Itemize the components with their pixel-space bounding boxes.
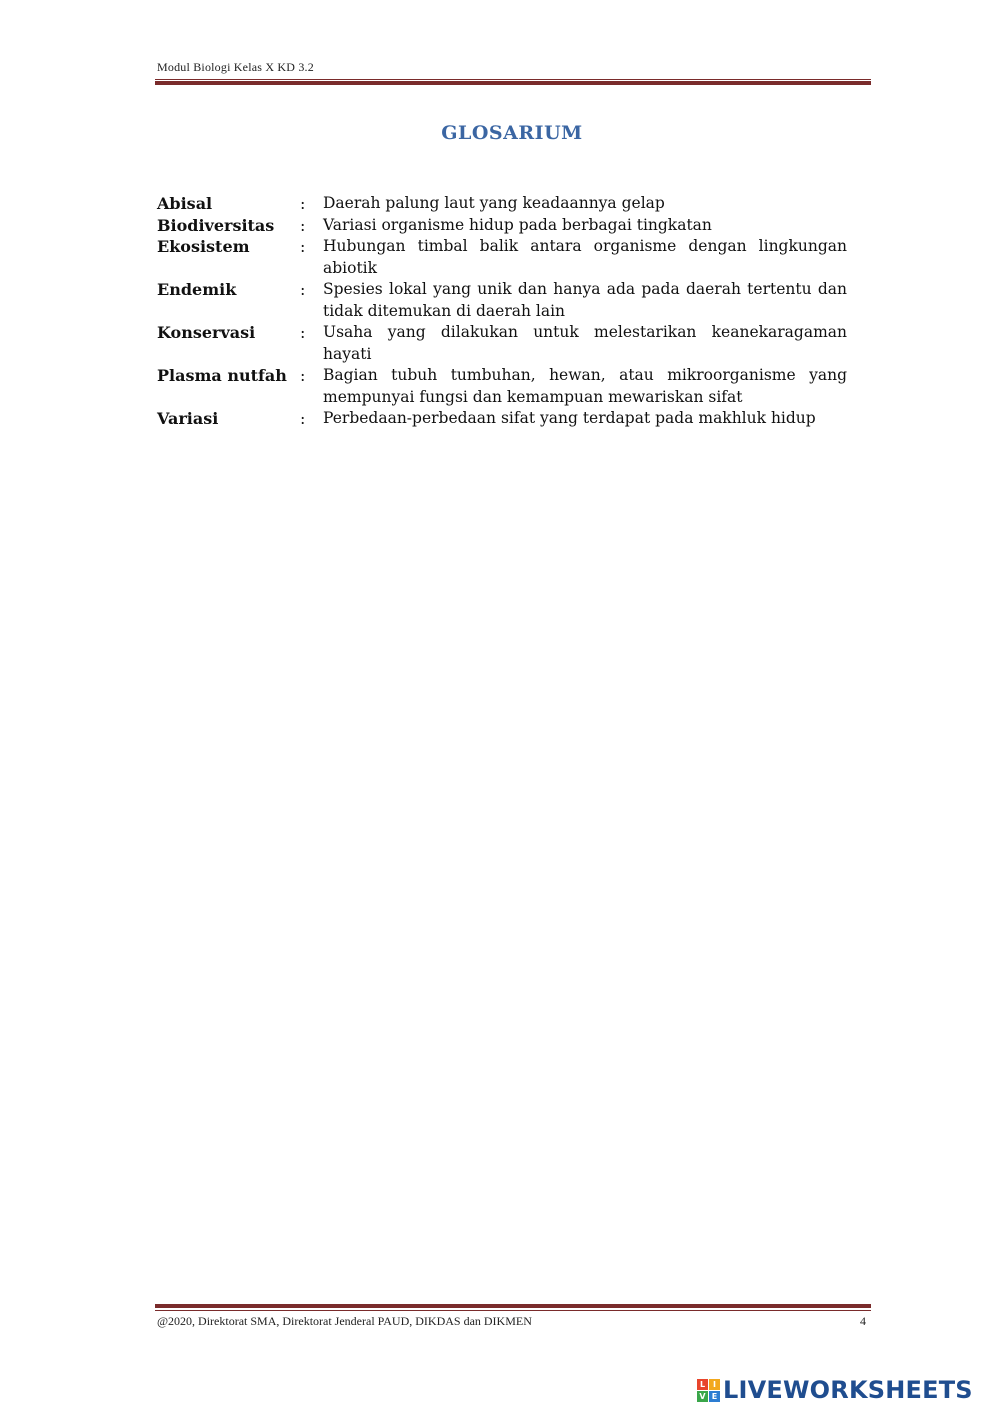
page-number: 4 [860, 1314, 866, 1328]
glossary-term: Variasi [157, 409, 219, 428]
glossary-definition: Spesies lokal yang unik dan hanya ada pada daerah tertentu dan tidak ditemukan di daerah lain [323, 280, 847, 320]
glossary-definition: Usaha yang dilakukan untuk melestarikan keanekaragaman hayati [323, 323, 847, 363]
logo-letter: L [697, 1379, 708, 1390]
glossary-colon: : [300, 237, 306, 256]
footer-text: @2020, Direktorat SMA, Direktorat Jenderal PAUD, DIKDAS dan DIKMEN [157, 1314, 532, 1328]
glossary-entry [157, 279, 847, 322]
header-rule-thin [155, 79, 871, 80]
liveworksheets-logo-icon [697, 1379, 720, 1402]
glossary-definition: Bagian tubuh tumbuhan, hewan, atau mikroorganisme yang mempunyai fungsi dan kemampuan mewariskan sifat [323, 366, 847, 406]
glossary-term: Endemik [157, 280, 237, 299]
glossary-definition: Perbedaan-perbedaan sifat yang terdapat pada makhluk hidup [323, 409, 816, 427]
glossary-term: Abisal [157, 194, 213, 213]
liveworksheets-watermark [697, 1376, 973, 1404]
glossary-term: Konservasi [157, 323, 256, 342]
glossary-colon: : [300, 194, 306, 213]
footer-rule-thick [155, 1304, 871, 1308]
header-text: Modul Biologi Kelas X KD 3.2 [157, 60, 314, 74]
glossary-entry [157, 408, 847, 430]
glossary-term: Ekosistem [157, 237, 250, 256]
glossary-entry [157, 236, 847, 279]
glossary-term: Plasma nutfah [157, 366, 287, 385]
glossary-entry [157, 365, 847, 408]
page-title: GLOSARIUM [441, 122, 583, 144]
glossary-term: Biodiversitas [157, 215, 275, 235]
glossary-definition: Hubungan timbal balik antara organisme dengan lingkungan abiotik [323, 237, 847, 277]
glossary-colon: : [300, 215, 306, 235]
footer-rule-thin [155, 1310, 871, 1311]
logo-letter: V [697, 1391, 708, 1402]
glossary-colon: : [300, 409, 306, 428]
header-rule-thick [155, 81, 871, 85]
glossary-definition: Variasi organisme hidup pada berbagai tingkatan [323, 215, 712, 234]
glossary-entry [157, 322, 847, 365]
watermark-text: LIVEWORKSHEETS [723, 1376, 973, 1404]
glossary-entry [157, 193, 847, 215]
glossary-colon: : [300, 366, 306, 385]
glossary-entry [157, 215, 847, 237]
glossary-list [157, 193, 847, 430]
logo-letter: I [709, 1379, 720, 1390]
logo-letter: E [709, 1391, 720, 1402]
glossary-colon: : [300, 280, 306, 299]
glossary-colon: : [300, 323, 306, 342]
glossary-definition: Daerah palung laut yang keadaannya gelap [323, 194, 665, 212]
